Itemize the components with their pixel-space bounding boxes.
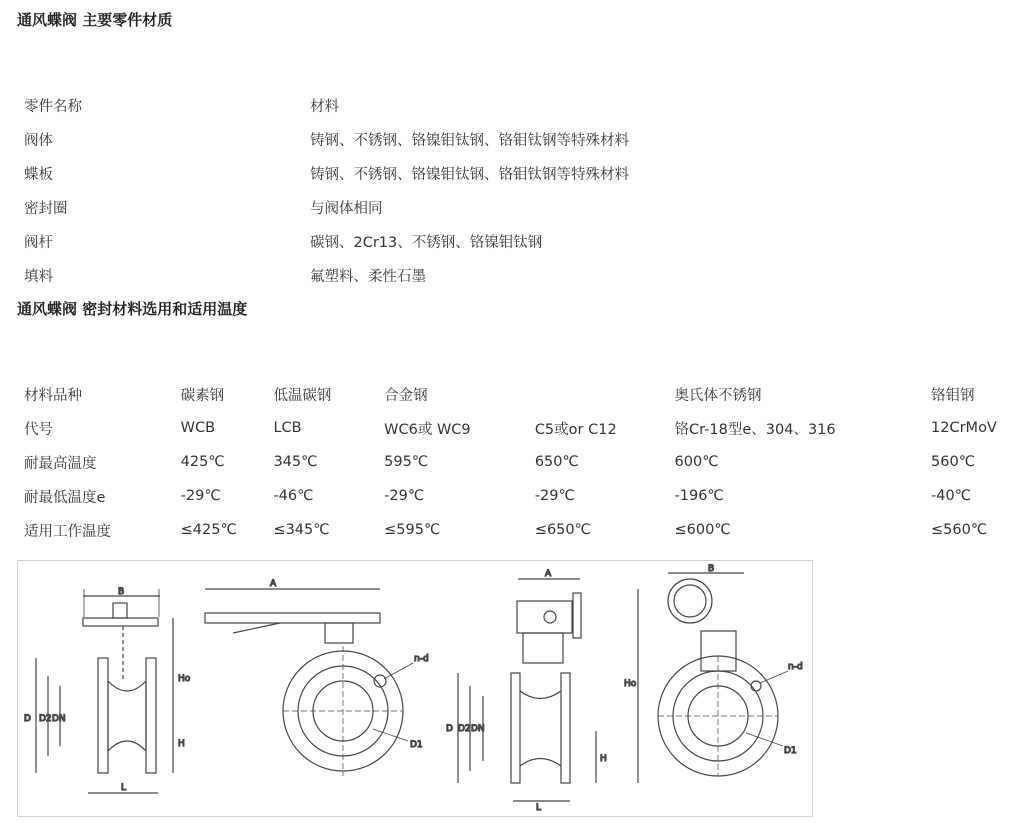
sealing-table-cell: 12CrMoV <box>931 420 997 436</box>
sealing-table-cell: WC6或 WC9 <box>384 421 471 438</box>
label-D-2: D <box>446 724 453 734</box>
sealing-table-row <box>24 513 1011 547</box>
sealing-table-cell: ≤600℃ <box>674 522 731 538</box>
materials-table-cell: 氟塑料、柔性石墨 <box>310 268 426 285</box>
sealing-table-cell: ≤425℃ <box>180 522 237 538</box>
label-A-1: A <box>270 579 277 589</box>
side-view-lever <box>36 589 173 793</box>
sealing-table-cell: 铬Cr-18型e、304、316 <box>674 421 836 438</box>
label-D2-1: D2 <box>39 714 52 724</box>
sealing-table-cell: 低温碳钢 <box>273 387 332 404</box>
label-D1-2: D1 <box>784 746 797 756</box>
sealing-table-cell: ≤345℃ <box>273 522 330 538</box>
sealing-temperature-table <box>24 377 1011 547</box>
sealing-table-cell: 425℃ <box>180 454 225 470</box>
sealing-table-row <box>24 411 1011 445</box>
materials-table-cell: 零件名称 <box>24 98 82 115</box>
front-view-lever <box>205 589 413 776</box>
materials-table-cell: 与阀体相同 <box>310 200 383 217</box>
sealing-table-cell: -29℃ <box>384 488 425 504</box>
sealing-table-cell: 合金钢 <box>384 387 428 404</box>
sealing-table-cell: 铬钼钢 <box>931 387 975 404</box>
materials-table-cell: 密封圈 <box>24 200 68 217</box>
sealing-table-cell: 耐最低温度e <box>24 489 106 506</box>
sealing-table-row <box>24 377 1011 411</box>
sealing-table-cell: C5或or C12 <box>534 421 617 438</box>
label-L-2: L <box>536 803 542 813</box>
materials-table-cell: 阀杆 <box>24 234 53 251</box>
materials-table-row <box>24 88 730 122</box>
sealing-table-cell: LCB <box>273 420 302 436</box>
sealing-table-cell: -29℃ <box>180 488 221 504</box>
sealing-table-cell: 耐最高温度 <box>24 455 97 472</box>
side-view-gear <box>458 579 638 801</box>
sealing-table-row <box>24 479 1011 513</box>
sealing-table-cell: 碳素钢 <box>180 387 225 404</box>
sealing-table-cell: ≤560℃ <box>931 522 988 538</box>
materials-table-cell: 材料 <box>310 98 339 115</box>
label-D2-2: D2 <box>458 724 471 734</box>
label-B-2: B <box>708 564 715 574</box>
sealing-table-cell: 适用工作温度 <box>24 523 111 540</box>
materials-table <box>24 88 730 292</box>
label-A-2: A <box>545 569 552 579</box>
sealing-table-cell: -196℃ <box>674 488 724 504</box>
front-view-gear <box>658 573 788 776</box>
label-L-1: L <box>121 783 127 793</box>
materials-table-row <box>24 122 730 156</box>
valve-dimension-drawing <box>17 560 813 817</box>
materials-table-cell: 阀体 <box>24 132 53 149</box>
sealing-table-cell: 595℃ <box>384 454 429 470</box>
materials-table-row <box>24 156 730 190</box>
label-H-2: H <box>600 754 607 764</box>
sealing-table-cell: -40℃ <box>931 488 971 504</box>
label-Ho-2: Ho <box>624 679 637 689</box>
sealing-table-cell: ≤650℃ <box>534 522 591 538</box>
label-nd-2: n-d <box>788 662 803 672</box>
label-Ho-1: Ho <box>178 674 191 684</box>
label-D1-1: D1 <box>410 740 423 750</box>
label-H-1: H <box>178 739 185 749</box>
materials-table-cell: 铸钢、不锈钢、铬镍钼钛钢、铬钼钛钢等特殊材料 <box>310 132 629 149</box>
label-DN-1: DN <box>52 714 66 724</box>
materials-table-cell: 铸钢、不锈钢、铬镍钼钛钢、铬钼钛钢等特殊材料 <box>310 166 629 183</box>
sealing-table-row <box>24 445 1011 479</box>
materials-table-cell: 碳钢、2Cr13、不锈钢、铬镍钼钛钢 <box>310 234 543 251</box>
sealing-table-cell: WCB <box>180 420 216 436</box>
sealing-table-cell: 材料品种 <box>24 387 82 404</box>
sealing-table-cell: -29℃ <box>534 488 575 504</box>
label-D-1: D <box>24 714 31 724</box>
sealing-table-cell: 600℃ <box>674 454 719 470</box>
sealing-table-cell: 奥氏体不锈钢 <box>674 387 762 404</box>
sealing-table-cell: 560℃ <box>931 454 975 470</box>
sealing-table-cell <box>535 377 675 411</box>
sealing-table-cell: -46℃ <box>273 488 314 504</box>
sealing-table-cell: 345℃ <box>273 454 318 470</box>
sealing-table-cell: 650℃ <box>534 454 579 470</box>
sealing-heading: 通风蝶阀 密封材料选用和适用温度 <box>17 300 248 318</box>
sealing-table-cell: 代号 <box>24 421 53 438</box>
label-nd-1: n-d <box>414 654 429 664</box>
materials-table-row <box>24 258 730 292</box>
materials-table-cell: 蝶板 <box>24 166 53 183</box>
materials-heading: 通风蝶阀 主要零件材质 <box>17 11 173 29</box>
label-B-1: B <box>118 587 125 597</box>
materials-table-row <box>24 190 730 224</box>
label-DN-2: DN <box>471 724 485 734</box>
materials-table-cell: 填料 <box>24 268 53 285</box>
materials-table-row <box>24 224 730 258</box>
sealing-table-cell: ≤595℃ <box>384 522 441 538</box>
